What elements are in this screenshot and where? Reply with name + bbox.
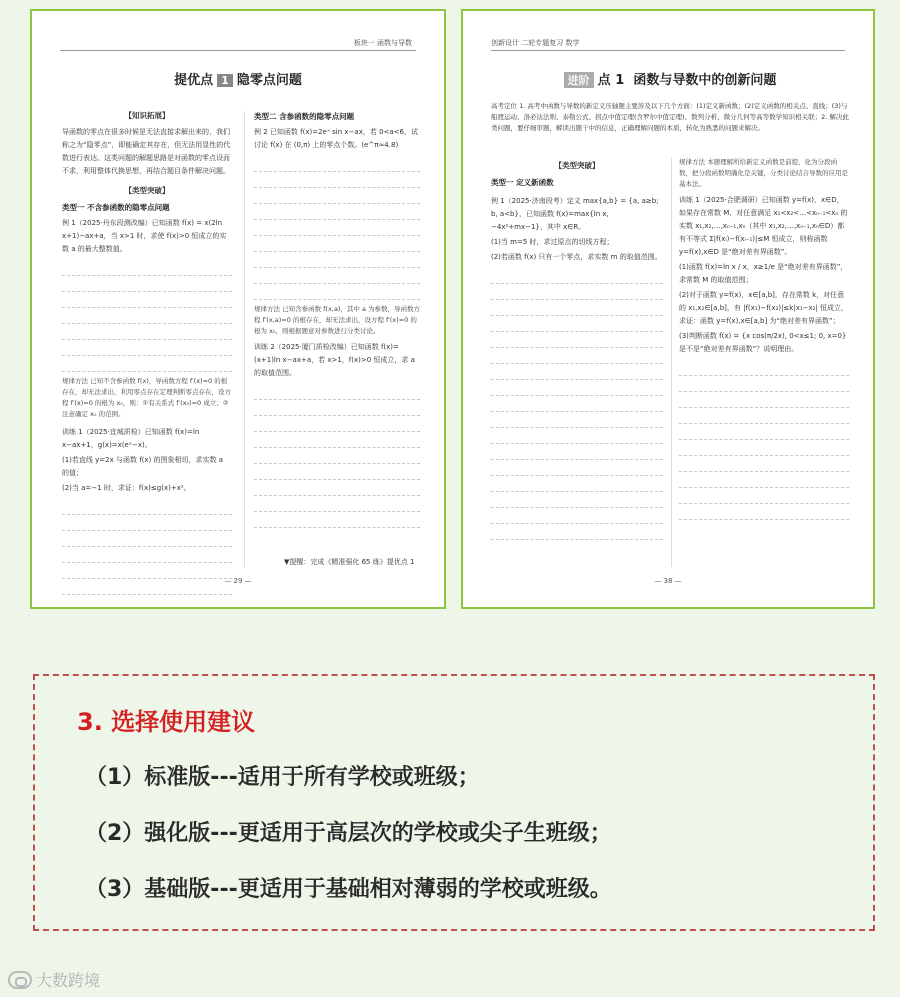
method-note: 规律方法 已知含参函数 f(x,a)，其中 a 为参数，导函数方程 f′(x,a)=0 的根存在，却无法求出，设方程 f′(x)=0 的根为 x₀，则根据题意对参数进行分类讨论。 <box>254 305 421 335</box>
page-number: — 29 — <box>224 577 252 585</box>
type-heading: 类型二 含参函数的隐零点问题 <box>254 112 355 121</box>
section-heading: 【知识拓展】 <box>124 111 170 120</box>
watermark <box>8 968 100 991</box>
method-note: 规律方法 已知不含参函数 f(x)，导函数方程 f′(x)=0 的根存在，却无法求出，利用零点存在定理判断零点存在，设方程 f′(x)=0 的根为 x₀，则：①有关系式 f′(x₀)=0 成立；②注意确定 x₀ 的范围。 <box>62 377 231 418</box>
column-divider <box>244 111 245 567</box>
watermark-logo-icon <box>8 971 32 989</box>
answer-lines <box>491 268 663 540</box>
training-1-q3: (3)判断函数 f(x) = {x cos(π/2x), 0<x≤1; 0, x=0} 是不是“绝对差有界函数”？说明理由。 <box>679 332 847 353</box>
title-prefix: 提优点 <box>174 73 214 88</box>
type-heading: 类型一 定义新函数 <box>491 178 554 187</box>
answer-lines <box>254 156 420 300</box>
left-column <box>491 157 663 544</box>
method-note: 规律方法 本题理解所给新定义函数是前提，化为分段函数，把分段函数明确化是关键，分类讨论结合导数的应用是基本法。 <box>679 158 848 188</box>
title-text: 函数与导数中的创新问题 <box>633 73 777 88</box>
title-badge: 进阶 <box>564 72 594 88</box>
training-1-q1: (1)函数 f(x)=ln x / x，x≥1/e 是“绝对差有界函数”，求常数 M 的取值范围； <box>679 263 848 284</box>
answer-lines <box>62 499 232 609</box>
section-heading: 【类型突破】 <box>554 161 600 170</box>
answer-lines <box>254 384 420 528</box>
right-column <box>679 157 849 524</box>
advice-item-enhanced: （2）强化版---更适用于高层次的学校或尖子生班级； <box>85 821 612 846</box>
section-heading: 【类型突破】 <box>124 186 170 195</box>
right-column <box>254 107 420 532</box>
running-head: 创新设计 二轮专题复习 数学 <box>491 39 580 47</box>
answer-lines <box>62 260 232 372</box>
example-1-q2: (2)若函数 f(x) 只有一个零点，求实数 m 的取值范围。 <box>491 253 662 261</box>
advice-item-standard: （1）标准版---适用于所有学校或班级； <box>85 765 480 790</box>
running-head: 板块一 函数与导数 <box>353 39 412 47</box>
title-badge: 1 <box>217 74 233 87</box>
training-1-q2: (2)对于函数 y=f(x)，x∈[a,b]，存在常数 k，对任意的 x₁,x₂∈[a,b]，有 |f(x₁)−f(x₂)|≤k|x₁−x₂| 恒成立，求证：函数 y=f(x),x∈[a,b] 为“绝对差有界函数”； <box>679 291 849 325</box>
training-1-q1: (1)若直线 y=2x 与函数 f(x) 的图象相切，求实数 a 的值； <box>62 456 224 477</box>
page-title <box>32 69 444 88</box>
advice-title: 3. 选择使用建议 <box>77 708 256 736</box>
left-column <box>62 107 232 609</box>
column-divider <box>671 157 672 567</box>
watermark-text: 大数跨境 <box>36 971 101 990</box>
example-1: 例 1（2025·济南段考）定义 max{a,b} = {a, a≥b; b, a<b}，已知函数 f(x)=max{ln x, −4x²+mx−1}，其中 x∈R。 <box>491 197 659 231</box>
usage-advice-box <box>33 674 875 931</box>
knowledge-text: 导函数的零点在很多时候是无法直接求解出来的，我们称之为“隐零点”，即能确定其存在，但无法用显性的代数进行表达。这类问题的解题思路是对函数的零点设而不求，利用整体代换思想，再结合题目条件解决问题。 <box>62 128 231 175</box>
title-prefix: 点 1 <box>597 73 625 88</box>
title-text: 隐零点问题 <box>236 73 302 88</box>
footer-tip: ▼提醒：完成《精准强化 65 练》提优点 1 <box>284 558 415 566</box>
running-rule <box>491 50 845 51</box>
example-2: 例 2 已知函数 f(x)=2eˣ sin x−ax，若 0<a<6，试讨论 f(x) 在 (0,π) 上的零点个数。(e^π≈4.8) <box>254 128 419 149</box>
type-heading: 类型一 不含参函数的隐零点问题 <box>62 203 170 212</box>
example-1-q1: (1)当 m=5 时，求过原点的切线方程； <box>491 238 614 246</box>
page-number: — 38 — <box>654 577 682 585</box>
example-1: 例 1（2025·丹东段测改编）已知函数 f(x) = x(2ln x+1)−ax+a，当 x>1 时，求使 f(x)>0 恒成立的实数 a 的最大整数值。 <box>62 219 227 253</box>
intro-text: 高考定位 1. 高考中函数与导数的新定义压轴题主要涉及以下几个方面：(1)定义新函数；(2)定义函数的相关点、直线；(3)与船渡运动、洛必达法则、泰勒公式、拐点中值定理(含罗尔中值定理)、数列分析、微分几何等高等数学知识相关联；2. 解决此类问题，要仔细审题，解读出题干中的信息，正确理解问题的本质，转化为熟悉的问题来解决。 <box>491 102 849 132</box>
training-1: 训练 1（2025·宜城质检）已知函数 f(x)=ln x−ax+1，g(x)=x(eˣ−x)。 <box>62 428 200 449</box>
training-1: 训练 1（2025·合肥调研）已知函数 y=f(x)，x∈D，如果存在常数 M，对任意满足 x₁<x₂<…<xₙ₋₁<xₙ 的实数 x₁,x₂,…,xₙ₋₁,xₙ（其中 x₁,x₂,…,xₙ₋₁,xₙ∈D）都有不等式 Σ|f(xᵢ)−f(xᵢ₋₁)|≤M 恒成立，则称函数 y=f(x),x∈D 是“绝对差有界函数”。 <box>679 196 848 256</box>
running-rule <box>60 50 416 51</box>
book-page-right <box>461 9 875 609</box>
training-1-q2: (2)当 a=−1 时，求证：f(x)≤g(x)+x²。 <box>62 484 191 492</box>
book-page-left <box>30 9 446 609</box>
page-title <box>463 69 873 88</box>
advice-item-basic: （3）基础版---更适用于基础相对薄弱的学校或班级。 <box>85 877 612 902</box>
answer-lines <box>679 360 849 520</box>
training-2: 训练 2（2025·厦门质检改编）已知函数 f(x)=(x+1)ln x−ax+a，若 x>1，f(x)>0 恒成立，求 a 的取值范围。 <box>254 343 415 377</box>
